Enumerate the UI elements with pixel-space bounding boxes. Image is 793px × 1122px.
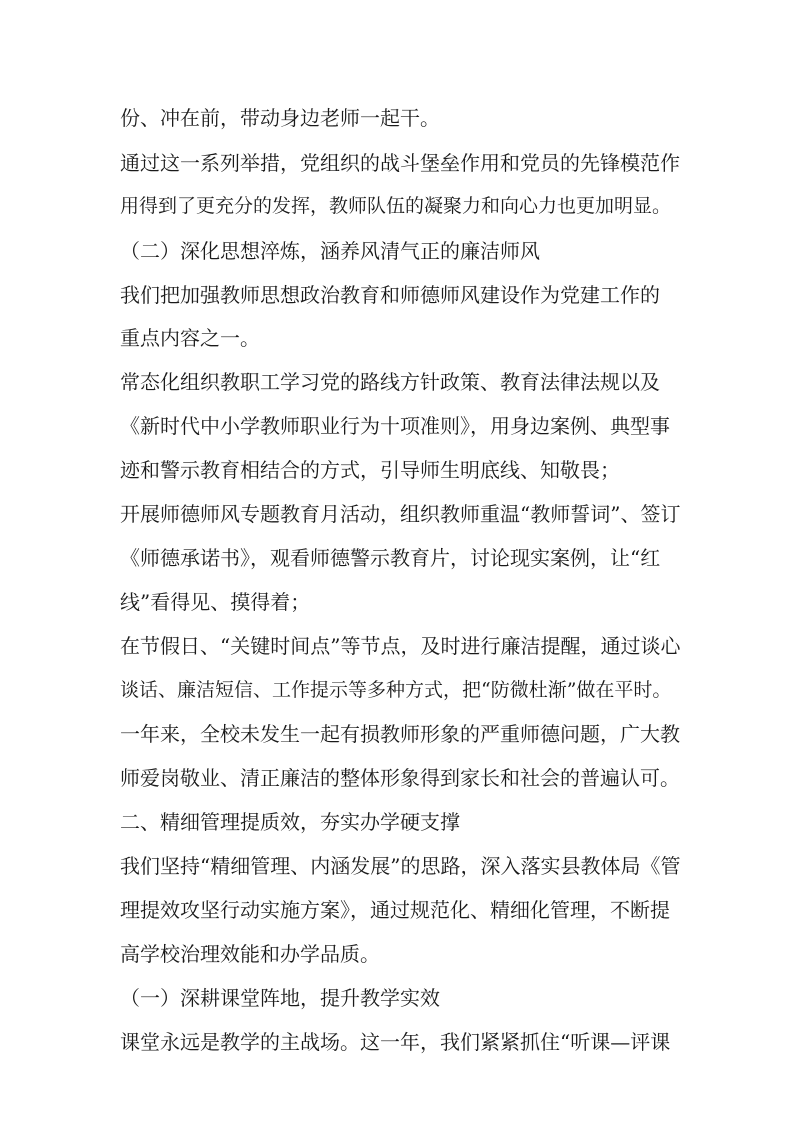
text-line: 线”看得见、摸得着； xyxy=(120,590,311,614)
text-line: 谈话、廉洁短信、工作提示等多种方式，把“防微杜渐”做在平时。 xyxy=(120,679,672,701)
text-line: 《新时代中小学教师职业行为十项准则》，用身边案例、典型事 xyxy=(120,414,670,438)
text-line: 通过这一系列举措，党组织的战斗堡垒作用和党员的先锋模范作 xyxy=(120,151,680,175)
text-line: 迹和警示教育相结合的方式，引导师生明底线、知敬畏； xyxy=(120,458,620,482)
text-line: 理提效攻坚行动实施方案》，通过规范化、精细化管理，不断提 xyxy=(120,898,670,922)
text-line: 用得到了更充分的发挥，教师队伍的凝聚力和向心力也更加明显。 xyxy=(120,195,672,217)
text-line: 一年来，全校未发生一起有损教师形象的严重师德问题，广大教 xyxy=(120,722,680,746)
text-line: 在节假日、“关键时间点”等节点，及时进行廉洁提醒，通过谈心 xyxy=(120,634,681,658)
section-heading: 二、精细管理提质效，夯实办学硬支撑 xyxy=(120,810,460,834)
text-line: 份、冲在前，带动身边老师一起干。 xyxy=(120,106,440,130)
text-line: 我们把加强教师思想政治教育和师德师风建设作为党建工作的 xyxy=(120,283,660,307)
text-line: 高学校治理效能和办学品质。 xyxy=(120,942,380,966)
section-heading: （二）深化思想淬炼，涵养风清气正的廉洁师风 xyxy=(120,239,540,263)
text-line: 课堂永远是教学的主战场。这一年，我们紧紧抓住“听课—评课 xyxy=(120,1030,671,1054)
text-line: 重点内容之一。 xyxy=(120,326,260,350)
section-heading: （一）深耕课堂阵地，提升教学实效 xyxy=(120,986,440,1010)
text-line: 开展师德师风专题教育月活动，组织教师重温“教师誓词”、签订 xyxy=(120,502,681,526)
text-line: 我们坚持“精细管理、内涵发展”的思路，深入落实县教体局《管 xyxy=(120,854,681,878)
text-line: 《师德承诺书》，观看师德警示教育片，讨论现实案例，让“红 xyxy=(120,546,661,570)
text-line: 常态化组织教职工学习党的路线方针政策、教育法律法规以及 xyxy=(120,370,660,394)
text-line: 师爱岗敬业、清正廉洁的整体形象得到家长和社会的普遍认可。 xyxy=(120,766,680,790)
